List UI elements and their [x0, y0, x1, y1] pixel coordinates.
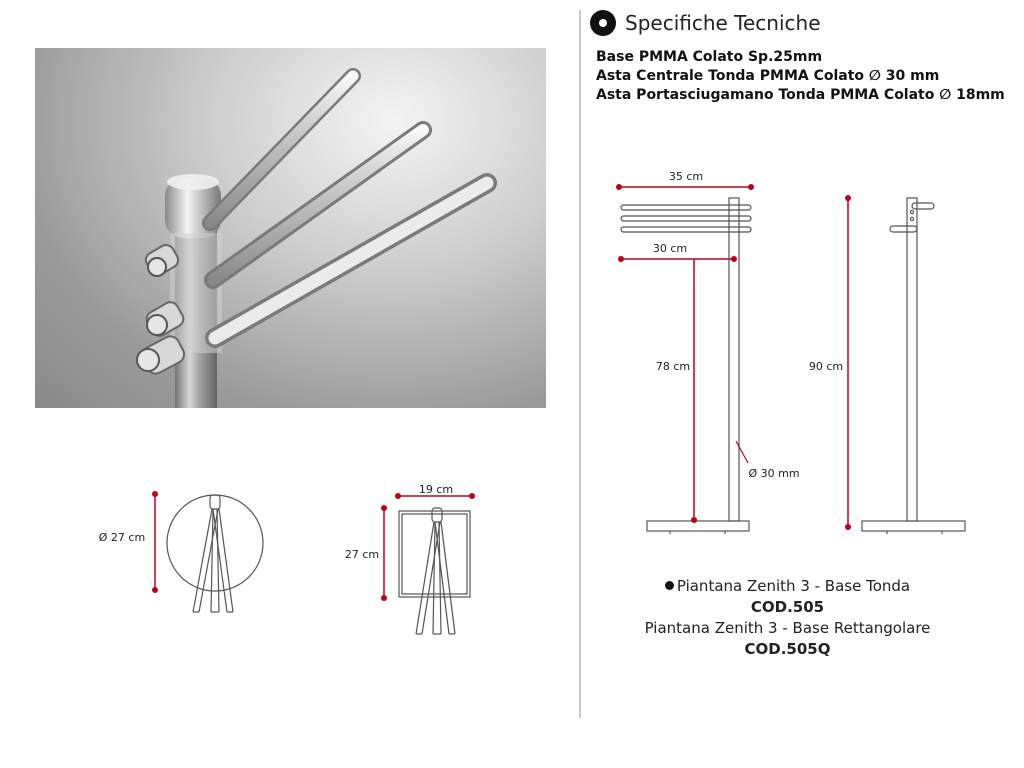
spec-arms: Asta Portasciugamano Tonda PMMA Colato ∅ 18mm	[596, 87, 1005, 103]
round-base-dimension	[152, 491, 158, 593]
product-bullet-icon	[665, 581, 674, 590]
dim-height-total: 90 cm	[808, 360, 844, 373]
spec-base: Base PMMA Colato Sp.25mm	[596, 49, 823, 65]
front-dimensions	[616, 184, 754, 523]
dim-rect-depth: 27 cm	[344, 548, 380, 561]
product-code-rect: COD.505Q	[744, 640, 831, 658]
dim-rect-width: 19 cm	[418, 483, 454, 496]
dim-pole-diameter: Ø 30 mm	[748, 467, 800, 480]
side-elevation-drawing	[862, 198, 965, 534]
rect-base-dimensions	[381, 493, 475, 601]
dim-round-base: Ø 27 cm	[98, 531, 146, 544]
dim-width-total: 35 cm	[668, 170, 704, 183]
product-name-round	[600, 576, 975, 597]
product-name-round-text: Piantana Zenith 3 - Base Tonda	[676, 577, 911, 595]
side-dimensions	[845, 195, 851, 530]
dim-height-arm: 78 cm	[655, 360, 691, 373]
rect-base-top-view	[399, 508, 470, 634]
dim-width-arm: 30 cm	[652, 242, 688, 255]
round-base-top-view	[167, 495, 263, 612]
product-name-rect: Piantana Zenith 3 - Base Rettangolare	[644, 619, 931, 637]
spec-title: Specifiche Tecniche	[625, 11, 821, 35]
spec-pole: Asta Centrale Tonda PMMA Colato ∅ 30 mm	[596, 68, 940, 84]
product-code-round: COD.505	[750, 598, 825, 616]
